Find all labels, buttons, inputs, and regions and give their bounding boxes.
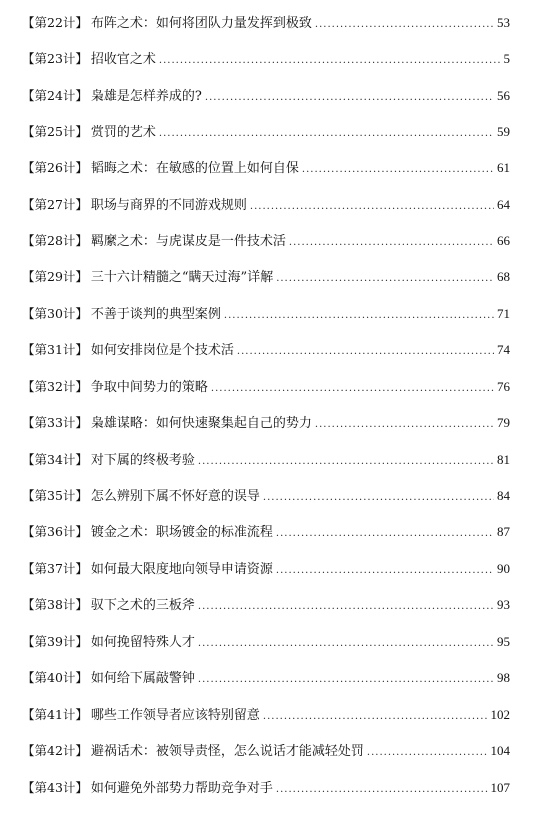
toc-entry[interactable]: [22, 705, 510, 725]
toc-dot-leader: [224, 306, 494, 326]
toc-entry[interactable]: [22, 595, 510, 615]
toc-entry[interactable]: [22, 304, 510, 324]
toc-dot-leader: [198, 670, 494, 690]
toc-chapter-number: 【第22计】: [22, 15, 88, 30]
toc-entry[interactable]: [22, 778, 510, 798]
toc-chapter-number: 【第33计】: [22, 415, 88, 430]
toc-title: 韬晦之术：在敏感的位置上如何自保: [90, 161, 299, 176]
toc-chapter-number: 【第34计】: [22, 452, 88, 467]
toc-title: 如何挽留特殊人才: [90, 635, 195, 650]
toc-title: 争取中间势力的策略: [90, 380, 208, 395]
toc-page-number: 59: [497, 124, 510, 139]
toc-title: 哪些工作领导者应该特别留意: [90, 708, 260, 723]
toc-entry[interactable]: [22, 231, 510, 251]
toc-chapter-number: 【第39计】: [22, 634, 88, 649]
toc-entry[interactable]: [22, 559, 510, 579]
toc-chapter-number: 【第41计】: [22, 707, 88, 722]
toc-chapter-number: 【第35计】: [22, 488, 88, 503]
toc-chapter-number: 【第36计】: [22, 524, 88, 539]
toc-dot-leader: [198, 452, 494, 472]
toc-entry[interactable]: [22, 741, 510, 761]
toc-title: 怎么辨别下属不怀好意的误导: [90, 489, 260, 504]
toc-dot-leader: [250, 197, 494, 217]
toc-page-number: 90: [497, 561, 510, 576]
toc-entry[interactable]: [22, 13, 510, 33]
toc-chapter-number: 【第40计】: [22, 670, 88, 685]
toc-title: 不善于谈判的典型案例: [90, 307, 221, 322]
toc-title: 避祸话术：被领导责怪，怎么说话才能减轻处罚: [90, 744, 364, 759]
toc-page-number: 66: [497, 233, 510, 248]
toc-entry[interactable]: [22, 49, 510, 69]
toc-page-number: 71: [497, 306, 510, 321]
toc-dot-leader: [237, 342, 494, 362]
toc-dot-leader: [302, 160, 494, 180]
toc-chapter-number: 【第38计】: [22, 597, 88, 612]
toc-chapter-number: 【第28计】: [22, 233, 88, 248]
toc-title: 羁縻之术：与虎谋皮是一件技术活: [90, 234, 286, 249]
toc-page-number: 81: [497, 452, 510, 467]
toc-title: 如何避免外部势力帮助竞争对手: [90, 781, 273, 796]
toc-page-number: 93: [497, 597, 510, 612]
toc-chapter-number: 【第29计】: [22, 269, 88, 284]
toc-dot-leader: [159, 51, 501, 71]
toc-title: 如何安排岗位是个技术活: [90, 343, 234, 358]
toc-entry[interactable]: [22, 522, 510, 542]
toc-entry[interactable]: [22, 195, 510, 215]
toc-chapter-number: 【第23计】: [22, 51, 88, 66]
toc-dot-leader: [289, 233, 494, 253]
toc-title: 招收官之术: [90, 52, 156, 67]
toc-dot-leader: [198, 634, 494, 654]
toc-page-number: 104: [490, 743, 510, 758]
toc-title: 赏罚的艺术: [90, 125, 156, 140]
toc-page-number: 53: [497, 15, 510, 30]
toc-entry[interactable]: [22, 668, 510, 688]
toc-page-number: 61: [497, 160, 510, 175]
toc-dot-leader: [315, 15, 494, 35]
toc-dot-leader: [276, 269, 494, 289]
toc-page-number: 84: [497, 488, 510, 503]
toc-entry[interactable]: [22, 632, 510, 652]
toc-chapter-number: 【第25计】: [22, 124, 88, 139]
toc-page-number: 76: [497, 379, 510, 394]
toc-chapter-number: 【第37计】: [22, 561, 88, 576]
toc-dot-leader: [263, 488, 494, 508]
toc-dot-leader: [205, 88, 494, 108]
toc-dot-leader: [211, 379, 494, 399]
toc-page-number: 56: [497, 88, 510, 103]
toc-chapter-number: 【第32计】: [22, 379, 88, 394]
toc-page-number: 68: [497, 269, 510, 284]
toc-title: 枭雄是怎样养成的?: [90, 89, 202, 104]
toc-dot-leader: [315, 415, 494, 435]
toc-dot-leader: [276, 524, 494, 544]
toc-title: 枭雄谋略：如何快速聚集起自己的势力: [90, 416, 312, 431]
toc-dot-leader: [276, 780, 488, 800]
toc-entry[interactable]: [22, 122, 510, 142]
toc-chapter-number: 【第42计】: [22, 743, 88, 758]
toc-entry[interactable]: [22, 86, 510, 106]
toc-entry[interactable]: [22, 450, 510, 470]
toc-chapter-number: 【第26计】: [22, 160, 88, 175]
toc-entry[interactable]: [22, 267, 510, 287]
toc-page-number: 102: [490, 707, 510, 722]
toc-title: 职场与商界的不同游戏规则: [90, 198, 247, 213]
toc-title: 如何给下属敲警钟: [90, 671, 195, 686]
toc-page-number: 79: [497, 415, 510, 430]
toc-entry[interactable]: [22, 413, 510, 433]
toc-page-number: 107: [490, 780, 510, 795]
toc-dot-leader: [367, 743, 488, 763]
toc-page-number: 5: [503, 51, 510, 66]
toc-chapter-number: 【第31计】: [22, 342, 88, 357]
toc-chapter-number: 【第43计】: [22, 780, 88, 795]
toc-page-number: 95: [497, 634, 510, 649]
toc-entry[interactable]: [22, 377, 510, 397]
toc-title: 三十六计精髓之“瞒天过海”详解: [90, 270, 274, 285]
toc-chapter-number: 【第27计】: [22, 197, 88, 212]
toc-entry[interactable]: [22, 158, 510, 178]
toc-entry[interactable]: [22, 340, 510, 360]
toc-dot-leader: [276, 561, 494, 581]
toc-dot-leader: [198, 597, 494, 617]
toc-page-number: 98: [497, 670, 510, 685]
toc-title: 驭下之术的三板斧: [90, 598, 195, 613]
toc-page-number: 74: [497, 342, 510, 357]
toc-chapter-number: 【第30计】: [22, 306, 88, 321]
toc-title: 如何最大限度地向领导申请资源: [90, 562, 273, 577]
toc-dot-leader: [263, 707, 488, 727]
toc-page-number: 64: [497, 197, 510, 212]
toc-title: 对下属的终极考验: [90, 453, 195, 468]
toc-entry[interactable]: [22, 486, 510, 506]
toc-chapter-number: 【第24计】: [22, 88, 88, 103]
toc-page-number: 87: [497, 524, 510, 539]
toc-dot-leader: [159, 124, 494, 144]
toc-title: 镀金之术：职场镀金的标准流程: [90, 525, 273, 540]
toc-title: 布阵之术：如何将团队力量发挥到极致: [90, 16, 312, 31]
